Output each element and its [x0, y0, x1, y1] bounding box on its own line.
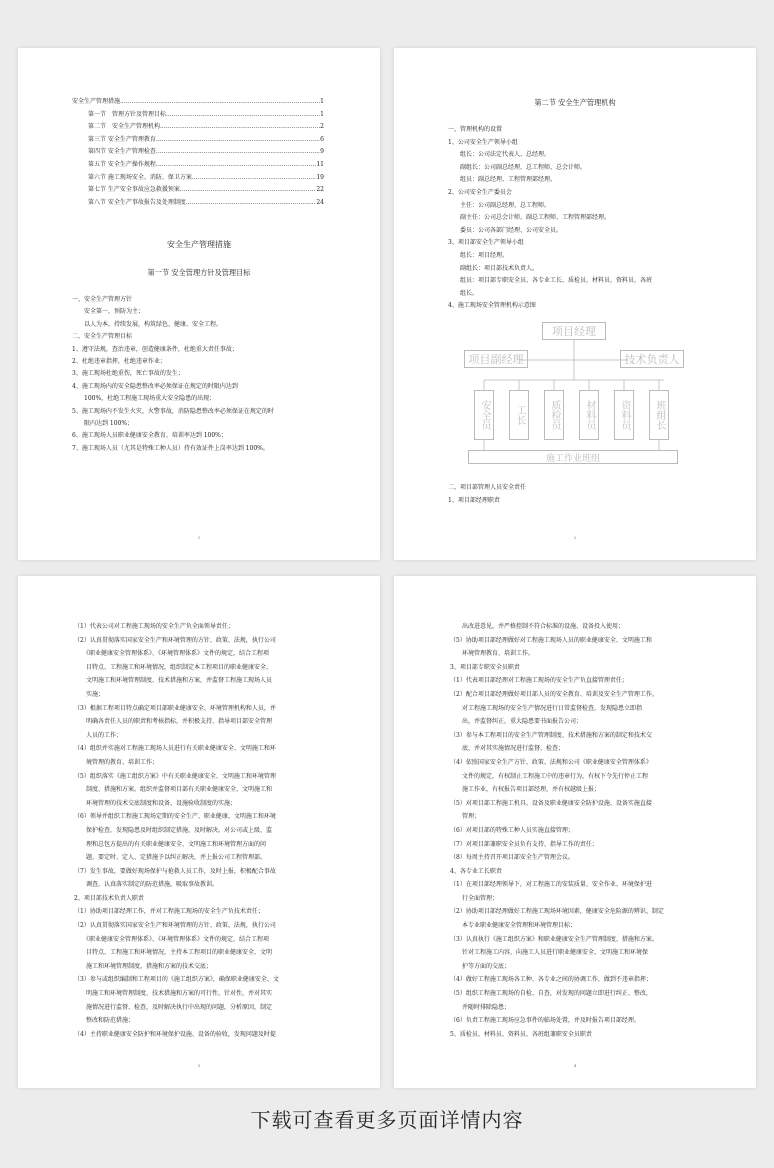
org-box-role: 班组长 [649, 390, 669, 440]
text-line: 本专业职业健康安全管理和环境管理目标； [450, 922, 577, 930]
text-line: （4）依照国家安全生产方针、政策、法规和公司《职业健康安全管理体系》 [450, 758, 652, 766]
text-line: （1）代表公司对工程施工现场的安全生产负全面领导责任； [74, 623, 234, 630]
text-line: 限内达到 100%； [72, 420, 134, 428]
text-line: 主任：公司副总经理、总工程师。 [448, 201, 551, 209]
text-line: 组长。 [448, 289, 479, 297]
toc-page-number: 19 [316, 173, 324, 181]
document-page-3 [18, 576, 380, 1088]
text-line: 文件的规定，有权制止工程施工中的违章行为，有权下令先行停止工程 [450, 772, 649, 780]
text-line: 出，并监督纠正，重大隐患要书面报告公司； [450, 718, 583, 726]
page-body-2 [448, 482, 712, 507]
text-line: 2、公司安全生产委员会 [448, 188, 512, 196]
text-line: 7、施工现场人员（尤其是特殊工种人员）持有效证件上岗率达到 100%。 [72, 444, 269, 452]
toc-leader-dots [156, 134, 320, 147]
text-line: 境管理的教育、培训工作； [74, 758, 159, 766]
page-number: 1 [197, 535, 201, 540]
section-heading: 第一节 安全管理方针及管理目标 [147, 268, 251, 277]
toc-row[interactable] [72, 197, 324, 210]
page-body [74, 620, 340, 1041]
text-line: 二、项目部管理人员安全责任 [448, 484, 527, 491]
text-line: （5）组织落实《施工组织方案》中有关职业健康安全、文明施工和环境管理 [74, 772, 276, 780]
document-page-2 [394, 48, 756, 560]
toc-row[interactable] [72, 184, 324, 197]
text-line: 针对工程施工内容，向施工人员进行职业健康安全、文明施工和环境保 [450, 949, 649, 957]
text-line: （3）参与或组织编制和工程项目的《施工组织方案》，确保职业健康安全、文 [74, 976, 279, 984]
text-line: 目特点、工程施工和环境情况，组织制定本工程项目的职业健康安全、 [74, 663, 273, 671]
org-box-role: 资料员 [614, 390, 634, 440]
text-line: 底，并对其实施情况进行监督、检查； [450, 745, 565, 753]
text-line: （3）根据工程项目特点确定项目部职业健康安全、环境管理机构和人员，并 [74, 704, 276, 712]
text-line: 组长：公司法定代表人、总经理。 [448, 151, 551, 159]
text-line: 理和总包方提出的有关职业健康安全、文明施工和环境管理方面的问 [74, 840, 267, 848]
text-line: 以人为本，持续发展，构筑绿色、健康、安全工程。 [72, 320, 223, 328]
document-title: 安全生产管理措施 [167, 240, 231, 249]
toc-row[interactable] [72, 146, 324, 159]
table-of-contents [72, 96, 324, 209]
text-line: 安全第一，预防为主； [72, 308, 145, 316]
text-line: 2、杜绝违章指挥，杜绝违章作业； [72, 358, 166, 366]
text-line: 实施； [74, 690, 105, 698]
text-line: 保护检查，发现隐患及时组织制定措施，及时解决。对公司或上级、监 [74, 826, 273, 834]
text-line: （6）负责工程施工现场应急事件的临场处置，并及时报告项目部经理。 [450, 1017, 640, 1025]
toc-page-number: 1 [320, 110, 324, 118]
text-line: 行全面管理； [450, 894, 499, 902]
text-line: （6）领导并组织工程施工现场定期的安全生产、职业健康、文明施工和环境 [74, 813, 276, 821]
toc-page-number: 22 [316, 186, 324, 194]
text-line: 3、项目部专职安全员职责 [450, 663, 520, 671]
text-line: 委员：公司各部门经理、公司安全员。 [448, 226, 563, 234]
org-box-role: 材料员 [579, 390, 599, 440]
page-body [448, 124, 712, 313]
text-line: 3、施工现场杜绝重伤，死亡事故的发生； [72, 370, 184, 378]
text-line: （5）对项目部工程施工机具、设备及职业健康安全防护设施、设备实施直接 [450, 799, 652, 807]
text-line: 护等方面的交底； [450, 962, 511, 970]
toc-title: 第二节 安全生产管理机构 [88, 123, 161, 131]
text-line: 并随时排除隐患； [450, 1003, 511, 1011]
toc-leader-dots [180, 184, 316, 197]
text-line: 一、管理机构的设置 [448, 126, 503, 133]
text-line: 《职业健康安全管理体系》、《环境管理体系》文件的规定，结合工程项 [74, 935, 270, 943]
text-line: 3、项目部安全生产领导小组 [448, 239, 524, 247]
text-line: 题，要定时、定人、定措施予以纠正解决，并上报公司工程管理部。 [74, 854, 267, 862]
text-line: 明施工和环境管理制度、技术措施和方案的可行性、针对性，并对其实 [74, 990, 273, 998]
text-line: （5）协助项目部经理做好对工程施工现场人员的职业健康安全、文明施工和 [450, 636, 652, 644]
text-line: （2）配合项目部经理做好项目部人员的安全教育、培训及安全生产管理工作。 [450, 690, 658, 698]
text-line: 1、项目部经理职责 [448, 496, 500, 504]
text-line: 4、施工现场安全管理机构示意图 [448, 302, 536, 310]
text-line: （1）代表项目部经理对工程施工现场的安全生产负直接管理责任； [450, 677, 628, 685]
toc-leader-dots [156, 146, 320, 159]
org-box-role: 质检员 [544, 390, 564, 440]
toc-leader-dots [156, 159, 316, 172]
toc-leader-dots [120, 96, 320, 109]
text-line: （2）协助项目部经理做好工程施工现场环境因素，健康安全危险源的辨识、制定 [450, 908, 664, 916]
org-chart [464, 320, 684, 470]
text-line: 目特点、工程施工和环境情况，主持本工程项目的职业健康安全、文明 [74, 949, 273, 957]
page-number: 3 [197, 1063, 201, 1068]
document-page-1 [18, 48, 380, 560]
text-line: 对工程施工现场的安全生产情况进行日常监督检查，发现隐患立即指 [450, 704, 643, 712]
text-line: 《职业健康安全管理体系》、《环境管理体系》文件的规定，结合工程项 [74, 650, 270, 658]
text-line: 制度、措施和方案。组织并监督项目部有关职业健康安全、文明施工和 [74, 786, 273, 794]
page-body [72, 294, 336, 455]
text-line: 明确各责任人员的职责和考核指标，并积极支持、指导项目部安全管理 [74, 718, 273, 726]
text-line: 施工和环境管理制度、措施和方案的技术交底； [74, 962, 213, 970]
org-box-right: 技术负责人 [620, 350, 684, 368]
text-line: 副组长：项目部技术负责人。 [448, 264, 539, 272]
toc-leader-dots [166, 109, 320, 122]
org-box-bottom: 施工作业班组 [468, 450, 678, 464]
section-heading: 第二节 安全生产管理机构 [534, 98, 616, 107]
text-line: （1）在项目部经理领导下，对工程施工的安装质量、安全作业、环境保护进 [450, 881, 652, 889]
org-box-top: 项目经理 [542, 322, 606, 340]
toc-row[interactable] [72, 121, 324, 134]
text-line: 一、安全生产管理方针 [72, 296, 133, 303]
toc-row[interactable] [72, 159, 324, 172]
text-line: 人员的工作； [74, 731, 123, 739]
text-line: （5）组织工程施工现场的自检、自查，对发现的问题立即进行纠正、整改， [450, 990, 652, 998]
org-box-role: 安全员 [474, 390, 494, 440]
toc-page-number: 9 [320, 148, 324, 156]
text-line: （7）对项目部兼职安全员负有支持、指导工作的责任； [450, 840, 598, 848]
text-line: 副主任：公司总会计师、副总工程师、工程管理部经理。 [448, 214, 611, 222]
text-line: 100%，杜绝工程施工现场重大安全隐患的出现； [72, 395, 216, 403]
text-line: （6）对项目部的特殊工种人员实施直接管理； [450, 826, 574, 834]
toc-leader-dots [192, 172, 316, 185]
toc-row[interactable] [72, 134, 324, 147]
toc-page-number: 1 [320, 98, 324, 105]
toc-title: 第八节 安全生产事故报告及处理制度 [88, 198, 186, 206]
text-line: 环境管理教育、培训工作。 [450, 650, 535, 658]
text-line: 环境管理的技术交底制度和设备、设施验收制度的实施； [74, 799, 237, 807]
toc-title: 第五节 安全生产操作规程 [88, 160, 156, 168]
text-line: 5、质检员、材料员、资料员、各班组兼职安全员职责 [450, 1030, 592, 1038]
toc-page-number: 2 [320, 123, 324, 131]
text-line: （7）发生事故，要做好现场保护与抢救人员工作，及时上报，积极配合事故 [74, 867, 276, 875]
text-line: 施工作业，有权报告项目部经理，并有权越级上报； [450, 786, 601, 794]
toc-title: 第六节 施工现场安全、消防、保卫方案 [88, 173, 192, 181]
toc-title: 第三节 安全生产管理教育 [88, 135, 156, 143]
page-number: 2 [573, 535, 577, 540]
toc-title: 第四节 安全生产管理检查 [88, 148, 156, 156]
text-line: 4、各专业工长职责 [450, 867, 502, 875]
text-line: 1、遵守法规，查治违章，创造健康条件，杜绝重大责任事故； [72, 345, 238, 353]
text-line: 组长：项目经理。 [448, 251, 509, 259]
text-line: （3）认真执行《施工组织方案》和职业健康安全生产管理制度、措施和方案。 [450, 935, 658, 943]
toc-row[interactable] [72, 109, 324, 122]
text-line: （3）参与本工程项目的安全生产管理制度、技术措施和方案的制定和技术交 [450, 731, 652, 739]
toc-leader-dots [186, 197, 316, 210]
text-line: （2）认真贯彻落实国家安全生产和环境管理的方针、政策、法规，执行公司 [74, 636, 276, 644]
toc-title: 第七节 生产安全事故应急救援预案 [88, 186, 180, 194]
text-line: 组员：副总经理、工程管理部经理。 [448, 176, 557, 184]
text-line: （4）组织并实施对工程施工现场人员进行有关职业健康安全、文明施工和环 [74, 745, 276, 753]
page-number: 4 [573, 1063, 577, 1068]
org-box-role: 工长 [509, 390, 529, 440]
download-prompt: 下载可查看更多页面详情内容 [250, 1108, 524, 1132]
text-line: 1、公司安全生产领导小组 [448, 138, 518, 146]
text-line: 4、施工现场内的安全隐患整改率必须保证在规定的时限内达到 [72, 382, 238, 390]
toc-page-number: 6 [320, 135, 324, 143]
text-line: 出改进意见，并严格控制不符合标准的设施、设备投入使用； [450, 623, 625, 630]
text-line: 二、安全生产管理目标 [72, 333, 133, 341]
text-line: （1）协助项目部经理工作，并对工程施工现场的安全生产负技术责任； [74, 908, 264, 916]
toc-page-number: 11 [316, 160, 324, 168]
text-line: 整改和防范措施； [74, 1017, 135, 1025]
text-line: 组员：项目部专职安全员、各专业工长、质检员、材料员、资料员、各班 [448, 277, 653, 285]
page-body [450, 620, 716, 1041]
toc-leader-dots [160, 121, 320, 134]
toc-row[interactable] [72, 172, 324, 185]
text-line: 管理； [450, 813, 481, 821]
document-page-4 [394, 576, 756, 1088]
toc-title: 安全生产管理措施 [72, 98, 121, 105]
text-line: 副组长：公司副总经理、总工程师、总会计师。 [448, 163, 587, 171]
text-line: （4）做好工程施工现场各工种、各专业之间的协调工作，做到不违章指挥； [450, 976, 652, 984]
toc-title: 第一节 管理方针及管理目标 [88, 110, 167, 118]
toc-row[interactable] [72, 96, 324, 109]
text-line: 调查，认真落实制定的防范措施，吸取事故教训。 [74, 881, 219, 889]
text-line: （4）主持职业健康安全防护和环境保护设施、设备的验收，发现问题及时提 [74, 1030, 276, 1038]
org-box-left: 项目副经理 [464, 350, 528, 368]
text-line: （2）认真贯彻落实国家安全生产和环境管理的方针、政策、法规，执行公司 [74, 922, 276, 930]
text-line: 2、项目部技术负责人职责 [74, 894, 144, 902]
text-line: 文明施工和环境管理制度、技术措施和方案，并监督工程施工现场人员 [74, 677, 273, 685]
text-line: （8）每周主持召开项目部安全生产管理会议。 [450, 854, 574, 862]
toc-page-number: 24 [316, 198, 324, 206]
text-line: 施情况进行监督、检查，及时解决执行中出现的问题，分析原因，制定 [74, 1003, 273, 1011]
text-line: 6、施工现场人员职业健康安全教育、培训率达到 100%； [72, 432, 227, 440]
text-line: 5、施工现场内不发生火灾、火警事故，消防隐患整改率必须保证在规定的时 [72, 407, 274, 415]
